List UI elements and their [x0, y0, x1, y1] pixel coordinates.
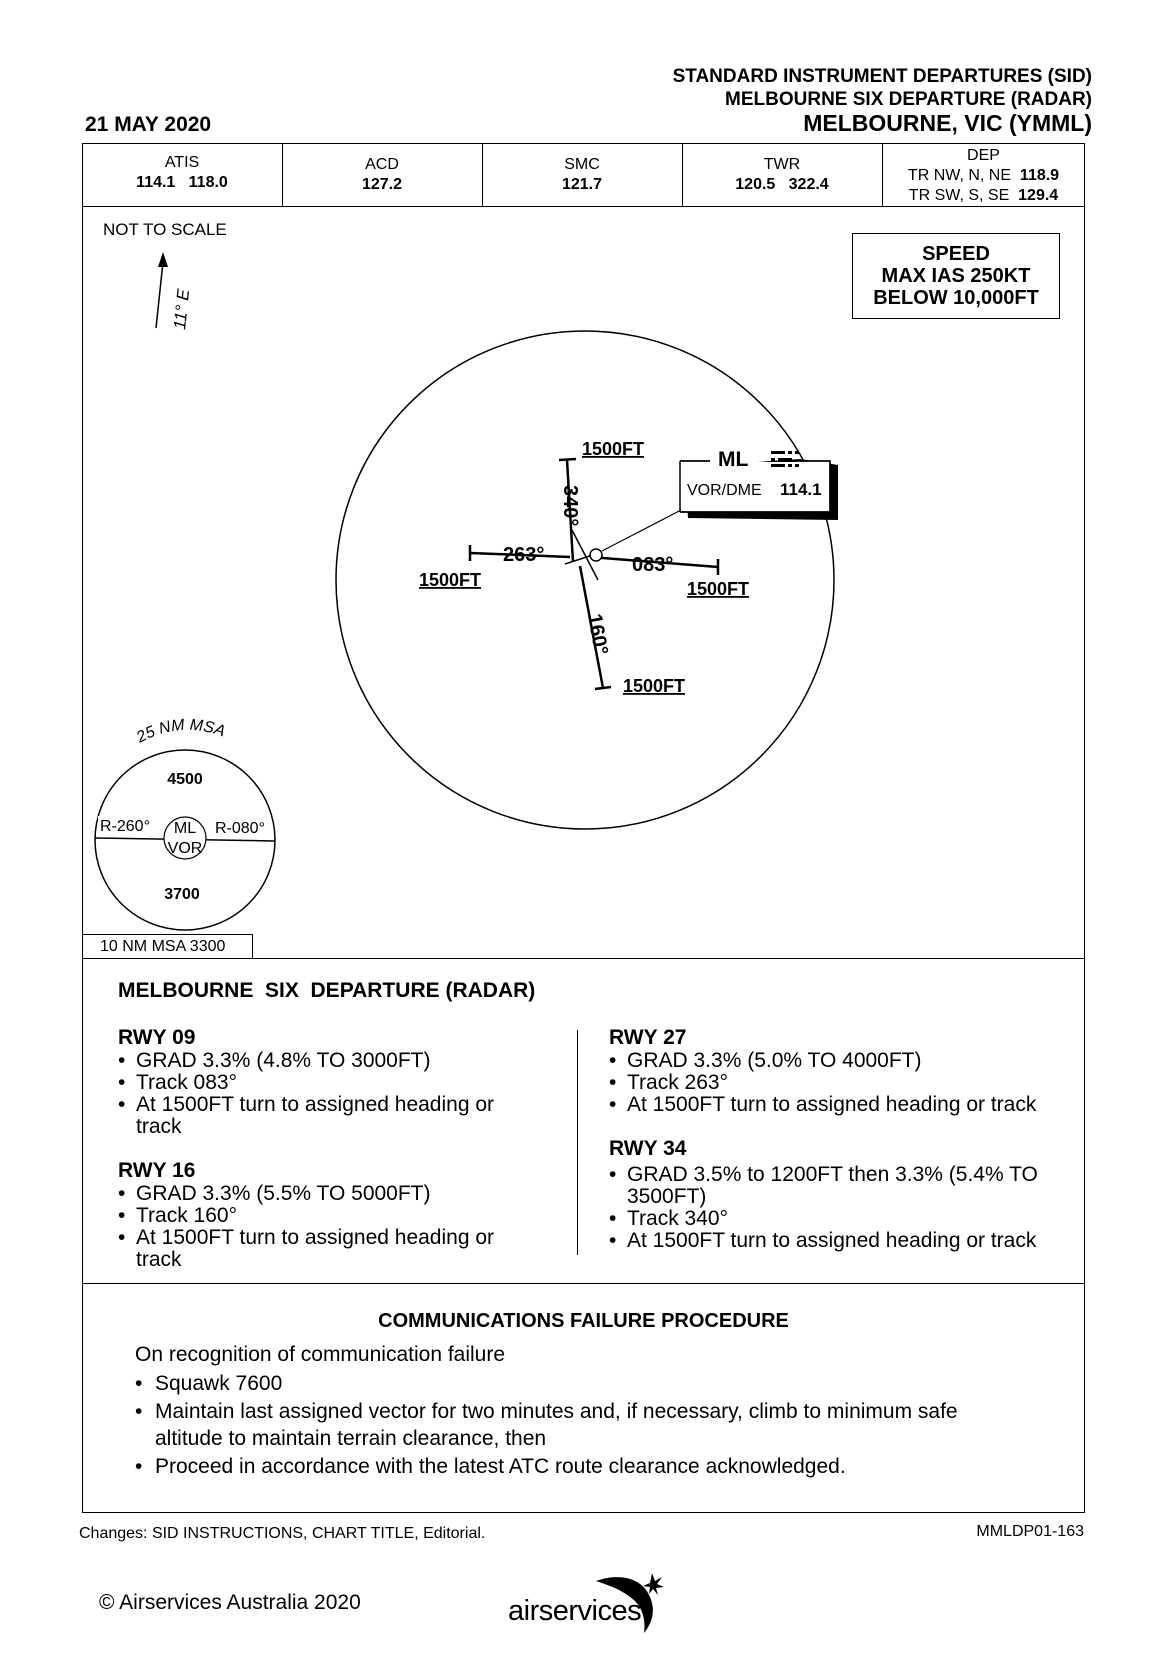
aerodrome-title: MELBOURNE, VIC (YMML)	[803, 110, 1092, 136]
speed-line-2: MAX IAS 250KT	[881, 265, 1031, 287]
msa-title	[133, 717, 227, 747]
msa-south-altitude: 3700	[164, 886, 200, 903]
navaid-ident: ML	[718, 448, 749, 471]
comms-failure-intro: On recognition of communication failure	[135, 1343, 506, 1366]
rwy09-item-2: • Track 083°	[118, 1072, 518, 1094]
dep-freq-1: 118.9	[1019, 167, 1060, 184]
navaid-frequency: 114.1	[780, 480, 822, 499]
track-263-label: 263°	[503, 544, 545, 566]
freq-acd-label: ACD	[365, 156, 399, 173]
rwy09-item-1: • GRAD 3.3% (4.8% TO 3000FT)	[118, 1050, 518, 1072]
airservices-logo	[506, 1567, 686, 1637]
msa-radial-right: R-080°	[215, 820, 265, 837]
freq-twr-value: 120.5 322.4	[735, 176, 829, 193]
dep-freq-2: 129.4	[1018, 187, 1059, 204]
track-160-label: 160°	[583, 612, 612, 657]
rwy09-block	[118, 1026, 518, 1138]
vor-leader-line	[602, 509, 683, 551]
not-to-scale-label: NOT TO SCALE	[103, 220, 227, 239]
comms-failure-item-1: • Squawk 7600	[135, 1370, 1015, 1397]
rwy34-block	[609, 1137, 1069, 1252]
freq-atis-label: ATIS	[164, 154, 200, 171]
dep-sector-1: TR NW, N, NE	[907, 167, 1012, 184]
rwy16-item-1: • GRAD 3.3% (5.5% TO 5000FT)	[118, 1183, 518, 1205]
rwy09-list	[118, 1050, 518, 1138]
altitude-south: 1500FT	[623, 676, 686, 696]
vor-station-icon	[590, 549, 602, 561]
effective-date: 21 MAY 2020	[85, 113, 212, 136]
rwy34-label: RWY 34	[609, 1137, 687, 1160]
comms-failure-title: COMMUNICATIONS FAILURE PROCEDURE	[378, 1310, 789, 1332]
procedure-title: MELBOURNE SIX DEPARTURE (RADAR)	[725, 89, 1092, 110]
comms-failure-item-2: • Maintain last assigned vector for two minutes and, if necessary, climb to minimum safe altitude to maintain terrain clearance, then	[135, 1398, 1015, 1452]
magnetic-variation-label: 11° E	[170, 288, 194, 331]
rwy27-item-2: • Track 263°	[609, 1072, 1069, 1094]
freq-smc-value: 121.7	[561, 176, 603, 193]
comms-failure-item-3: • Proceed in accordance with the latest ATC route clearance acknowledged.	[135, 1453, 1015, 1480]
comms-failure-list	[135, 1370, 1015, 1481]
chart-id: MMLDP01-163	[976, 1523, 1084, 1540]
altitude-west: 1500FT	[419, 570, 482, 590]
rwy16-label: RWY 16	[118, 1159, 196, 1182]
rwy34-list	[609, 1164, 1069, 1252]
rwy16-list	[118, 1183, 518, 1271]
chart-type-title: STANDARD INSTRUMENT DEPARTURES (SID)	[672, 66, 1092, 87]
msa-title-path: 25 NM MSA	[133, 716, 228, 747]
rwy16-item-2: • Track 160°	[118, 1205, 518, 1227]
freq-twr-label: TWR	[763, 156, 801, 173]
rwy27-list	[609, 1050, 1069, 1116]
departure-area-circle	[336, 331, 834, 829]
freq-atis-value: 114.1 118.0	[136, 174, 228, 191]
rwy16-item-3: • At 1500FT turn to assigned heading or track	[118, 1227, 496, 1271]
navaid-type: VOR/DME	[687, 482, 762, 499]
rwy16-block	[118, 1159, 518, 1271]
freq-acd-value: 127.2	[361, 176, 403, 193]
msa-center-ident: ML	[173, 820, 197, 837]
dep-sector-2: TR SW, S, SE	[908, 187, 1010, 204]
rwy27-item-3: • At 1500FT turn to assigned heading or track	[609, 1094, 1069, 1116]
rwy34-item-1: • GRAD 3.5% to 1200FT then 3.3% (5.4% TO 3500FT)	[609, 1164, 1067, 1208]
changes-note: Changes: SID INSTRUCTIONS, CHART TITLE, Editorial.	[79, 1525, 486, 1542]
altitude-east: 1500FT	[687, 579, 750, 599]
procedure-column-divider	[577, 1030, 578, 1255]
freq-smc-label: SMC	[564, 156, 600, 173]
msa-center-type: VOR	[167, 840, 203, 857]
msa-radial-left: R-260°	[100, 818, 150, 835]
north-arrow-icon	[156, 252, 168, 328]
ten-nm-msa-box	[82, 934, 253, 959]
rwy09-item-3: • At 1500FT turn to assigned heading or track	[118, 1094, 496, 1138]
altitude-north: 1500FT	[582, 439, 645, 459]
track-340-label: 340°	[559, 485, 581, 527]
rwy27-item-1: • GRAD 3.3% (5.0% TO 4000FT)	[609, 1050, 1069, 1072]
rwy27-block	[609, 1026, 1069, 1116]
track-083-label: 083°	[632, 554, 674, 576]
freq-dep-label: DEP	[967, 147, 1000, 164]
rwy27-label: RWY 27	[609, 1026, 687, 1049]
airservices-wordmark: airservices	[508, 1595, 642, 1627]
msa-north-altitude: 4500	[167, 771, 203, 788]
ten-nm-msa-text: 10 NM MSA 3300	[100, 938, 226, 955]
speed-line-3: BELOW 10,000FT	[873, 287, 1039, 309]
rwy34-item-3: • At 1500FT turn to assigned heading or track	[609, 1230, 1069, 1252]
rwy09-label: RWY 09	[118, 1026, 196, 1049]
speed-line-1: SPEED	[922, 243, 990, 265]
airservices-swoosh-icon	[506, 1567, 686, 1637]
rwy34-item-2: • Track 340°	[609, 1208, 1069, 1230]
copyright: © Airservices Australia 2020	[99, 1591, 361, 1614]
procedure-title-text: MELBOURNE SIX DEPARTURE (RADAR)	[118, 979, 536, 1002]
procedure-bottom-divider	[82, 1283, 1085, 1284]
